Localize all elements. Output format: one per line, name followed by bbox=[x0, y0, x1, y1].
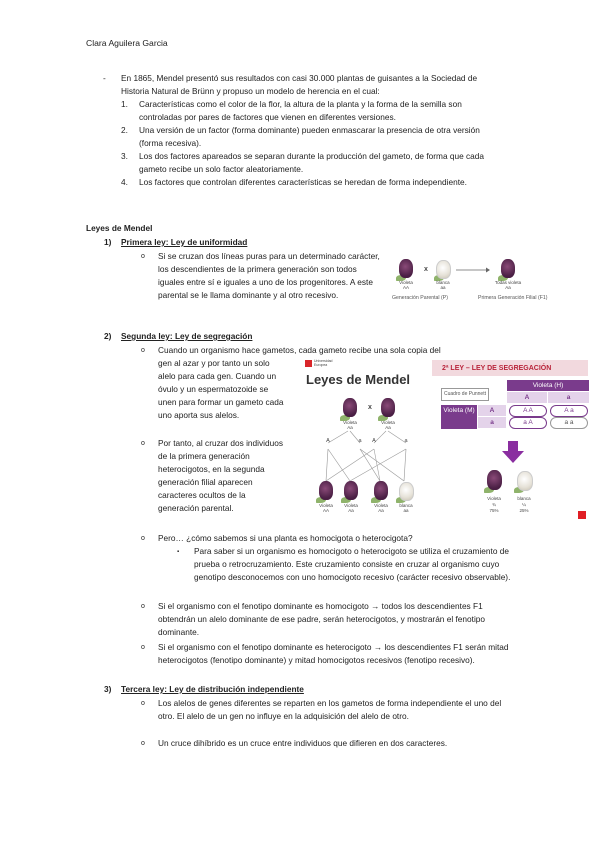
white-flower-icon bbox=[399, 482, 414, 501]
list-item: 4. Los factores que controlan diferentes características se heredan de forma independiente. bbox=[121, 177, 467, 187]
white-flower-icon bbox=[517, 471, 533, 491]
violet-flower-icon bbox=[501, 259, 515, 278]
law2-bullet2: Por tanto, al cruzar dos individuos de la primera generación heterocigotos, en la segunda generación filial aparecen caracteres ocultos de la generación parental. bbox=[158, 438, 283, 513]
law3-bullet2: Un cruce dihíbrido es un cruce entre individuos que difieren en dos caracteres. bbox=[158, 738, 448, 748]
violet-flower-icon bbox=[344, 481, 358, 500]
violet-genotype: AA bbox=[402, 285, 409, 290]
law1-number: 1) bbox=[104, 237, 112, 247]
law2-bullet: o bbox=[141, 347, 145, 354]
gamete-label: A bbox=[326, 438, 330, 444]
law2-bullet1-first-line: Cuando un organismo hace gametos, cada gameto recibe una sola copia del bbox=[158, 345, 441, 355]
punnett-cell: a a bbox=[550, 417, 588, 429]
law3-bullet1: Los alelos de genes diferentes se reparten en los gametos de forma independiente el uno del otro. El alelo de un gen no influye en la adquisición del alelo de otro. bbox=[158, 698, 502, 721]
intro-dash: - bbox=[103, 73, 106, 83]
law-banner: 2ª LEY – LEY DE SEGREGACIÓN bbox=[432, 360, 588, 376]
intro-paragraph: En 1865, Mendel presentó sus resultados con casi 30.000 plantas de guisantes a la Sociedad de Historia Natural de Brünn y propuso un modelo de herencia en el cual: bbox=[121, 73, 478, 96]
cross-symbol: x bbox=[424, 266, 428, 273]
punnett-cell: A A bbox=[509, 405, 547, 417]
law3-bullet: o bbox=[141, 700, 145, 707]
white-label: blanca bbox=[436, 280, 450, 285]
violet-flower-icon bbox=[381, 398, 395, 417]
result-label: Todas violeta bbox=[494, 280, 522, 285]
university-logo: Universidad Europea bbox=[305, 360, 327, 367]
row-header: Violeta (M) bbox=[441, 405, 477, 429]
violet-flower-icon bbox=[399, 259, 413, 278]
gamete-label: A bbox=[372, 438, 376, 444]
figure-title: Leyes de Mendel bbox=[306, 372, 411, 387]
law2-sub-text: Para saber si un organismo es homocigoto o heterocigoto se utiliza el cruzamiento de prueba o retrocruzamiento. Este cruzamiento consiste en cruzar al organismo cuyo genotipo desconocemos con uno homocigoto recesivo (carácter recesivo observable). bbox=[194, 546, 511, 582]
violet-flower-icon bbox=[319, 481, 333, 500]
violet-flower-icon bbox=[343, 398, 357, 417]
punnett-label: Cuadro de Punnett bbox=[441, 388, 489, 401]
author-name: Clara Aguilera Garcia bbox=[86, 38, 168, 48]
law2-title: Segunda ley: Ley de segregación bbox=[121, 331, 253, 341]
law2-bullet3: Pero… ¿cómo sabemos si una planta es homocigota o heterocigota? bbox=[158, 533, 413, 543]
gamete-label: a bbox=[358, 438, 362, 444]
law2-bullet4: Si el organismo con el fenotipo dominante es homocigoto → todos los descendientes F1 obtendrán un alelo dominante de ese padre, serán heterocigotos, y mostrarán el fenotipo dominante. bbox=[158, 601, 486, 637]
punnett-cell: A a bbox=[550, 405, 588, 417]
list-item: 3. Los dos factores apareados se separan durante la producción del gameto, de forma que cada gameto recibe un solo factor aleatoriamente. bbox=[121, 151, 485, 174]
law3-number: 3) bbox=[104, 684, 112, 694]
caption-filial: Primera Generación Filial (F1) bbox=[478, 295, 548, 301]
logo-mark-icon bbox=[305, 360, 312, 367]
law1-bullet: o bbox=[141, 253, 145, 260]
red-square-marker bbox=[578, 511, 586, 519]
law1-text: Si se cruzan dos líneas puras para un determinado carácter, los descendientes de la primera generación son todos iguales entre sí e iguales a uno de los progenitores. A este parental se le llama dominante y al otro recesivo. bbox=[158, 251, 380, 300]
violet-label: Violeta bbox=[399, 280, 413, 285]
law1-title: Primera ley: Ley de uniformidad bbox=[121, 237, 248, 247]
law3-title: Tercera ley: Ley de distribución independiente bbox=[121, 684, 304, 694]
violet-flower-icon bbox=[487, 470, 502, 490]
segregation-figure: Universidad Europea Leyes de Mendel 2ª LEY – LEY DE SEGREGACIÓN Violeta Aa x Violeta Aa A a A a Violeta AA Violeta Aa Violeta Aa blanca aa Cuadro de Punnett Violeta (H) A a Violeta (M) A a A A A a a A a a Violeta ¾ 75% blanca ¼ 25% bbox=[298, 357, 590, 527]
law2-bullet1-rest: gen al azar y por tanto un solo alelo para cada gen. Cuando un óvulo y un espermatozoide se unen para formar un gameto cada uno aporta sus alelos. bbox=[158, 358, 284, 420]
law2-bullet: o bbox=[141, 535, 145, 542]
white-genotype: aa bbox=[440, 285, 446, 290]
list-item: 2. Una versión de un factor (forma dominante) pueden enmascarar la presencia de otra versión (forma recesiva). bbox=[121, 125, 480, 148]
punnett-square: Cuadro de Punnett Violeta (H) A a Violeta (M) A a A A A a a A a a bbox=[421, 379, 589, 439]
white-flower-icon bbox=[436, 260, 451, 279]
uniformity-figure bbox=[392, 255, 548, 307]
caption-parental: Generación Parental (P) bbox=[392, 295, 448, 301]
section-title: Leyes de Mendel bbox=[86, 223, 153, 233]
intro-list bbox=[121, 98, 506, 189]
gamete-label: a bbox=[404, 438, 408, 444]
arrow-right-icon bbox=[456, 267, 490, 273]
col-header: Violeta (H) bbox=[507, 380, 589, 391]
violet-flower-icon bbox=[374, 481, 388, 500]
law3-bullet: o bbox=[141, 740, 145, 747]
law2-bullet: o bbox=[141, 644, 145, 651]
cross-symbol: x bbox=[368, 404, 372, 411]
punnett-cell: a A bbox=[509, 417, 547, 429]
law2-sub-bullet: ▪ bbox=[177, 549, 180, 555]
arrow-down-icon bbox=[502, 441, 524, 463]
law2-bullet5: Si el organismo con el fenotipo dominante es heterocigoto → los descendientes F1 serán mitad heterocigotos (fenotipo dominante) y mitad homocigotos recesivos (fenotipo recesivo). bbox=[158, 642, 509, 665]
law2-bullet: o bbox=[141, 603, 145, 610]
law2-number: 2) bbox=[104, 331, 112, 341]
law2-bullet: o bbox=[141, 440, 145, 447]
result-genotype: Aa bbox=[505, 285, 511, 290]
list-item: 1. Características como el color de la flor, la altura de la planta y la forma de la semilla son controladas por pares de factores que vienen en diferentes versiones. bbox=[121, 99, 462, 122]
